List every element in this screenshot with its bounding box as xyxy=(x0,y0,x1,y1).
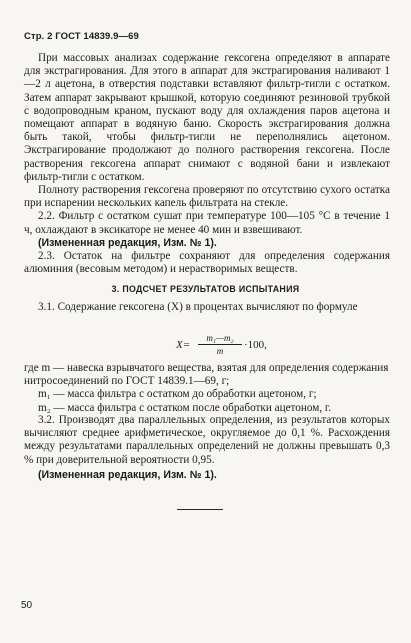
definition-text: — масса фильтра с остатком до обработки ацетоном, г; xyxy=(53,388,317,401)
definition-text: — навеска взрывчатого вещества, взятая для определения содержания нитросоединений по ГОСТ 14839.1—69, г; xyxy=(24,362,389,388)
definition-m1 xyxy=(24,388,390,401)
definition-term: m₂ xyxy=(38,401,51,414)
definition-m2 xyxy=(24,402,390,415)
formula-numerator: m₁—m₂ xyxy=(198,333,242,345)
definition-m xyxy=(24,362,390,388)
formula-fraction xyxy=(198,333,242,356)
page-number: 50 xyxy=(21,600,33,611)
amendment-note-1: (Измененная редакция, Изм. № 1). xyxy=(38,236,217,249)
section-3-intro xyxy=(24,301,390,314)
formula-multiplier: ·100, xyxy=(244,339,267,351)
section-2-body xyxy=(24,52,390,276)
amendment-note-2: (Измененная редакция, Изм. № 1). xyxy=(38,469,217,481)
page-header: Стр. 2 ГОСТ 14839.9—69 xyxy=(24,31,139,42)
section-3-2 xyxy=(24,414,390,467)
paragraph-completeness-check: Полноту растворения гексогена проверяют по отсутствию сухого остатка при испарении нескольких капель фильтрата на стекле. xyxy=(24,184,390,210)
definition-text: — масса фильтра с остатком после обработки ацетоном, г. xyxy=(53,401,332,414)
paragraph-3-2: 3.2. Производят два параллельных определения, из результатов которых вычисляют среднее арифметическое, округляемое до 0,1 %. Расхождения между результатами параллельных определений не должны превышать 0,3 % при доверительной вероятности 0,95. xyxy=(24,414,390,466)
paragraph-2-2: 2.2. Фильтр с остатком сушат при температуре 100—105 °С в течение 1 ч, охлаждают в эксикаторе не менее 40 мин и взвешивают. xyxy=(24,210,390,236)
paragraph-2-3: 2.3. Остаток на фильтре сохраняют для определения содержания алюминия (весовым методом) и нерастворимых веществ. xyxy=(24,250,390,276)
end-rule xyxy=(177,509,223,510)
formula-denominator: m xyxy=(216,346,224,356)
variable-definitions xyxy=(24,362,390,415)
formula-lhs: X= xyxy=(176,339,191,351)
paragraph-extraction-apparatus: При массовых анализах содержание гексогена определяют в аппарате для экстрагирования. Для этого в аппарат для экстрагирования наливают 1—2 л ацетона, в отверстия подставки вставляют фильтр-тигли с остатком. Затем аппарат закрывают крышкой, которую соединяют резиновой трубкой с водопроводным краном, пускают воду для охлаждения паров ацетона и помещают аппарат в водяную баню. Скорость экстрагирования должна быть такой, чтобы фильтр-тигли не переполнялись ацетоном. Экстрагирование продолжают до полного растворения гексогена. После растворения гексогена аппарат снимают с водяной бани и извлекают фильтр-тигли с остатком. xyxy=(24,52,390,183)
section-3-heading: 3. ПОДСЧЕТ РЕЗУЛЬТАТОВ ИСПЫТАНИЯ xyxy=(111,284,300,294)
definition-term: где m xyxy=(24,362,51,374)
paragraph-3-1: 3.1. Содержание гексогена (X) в процентах вычисляют по формуле xyxy=(38,301,358,313)
definition-term: m₁ xyxy=(38,388,51,401)
